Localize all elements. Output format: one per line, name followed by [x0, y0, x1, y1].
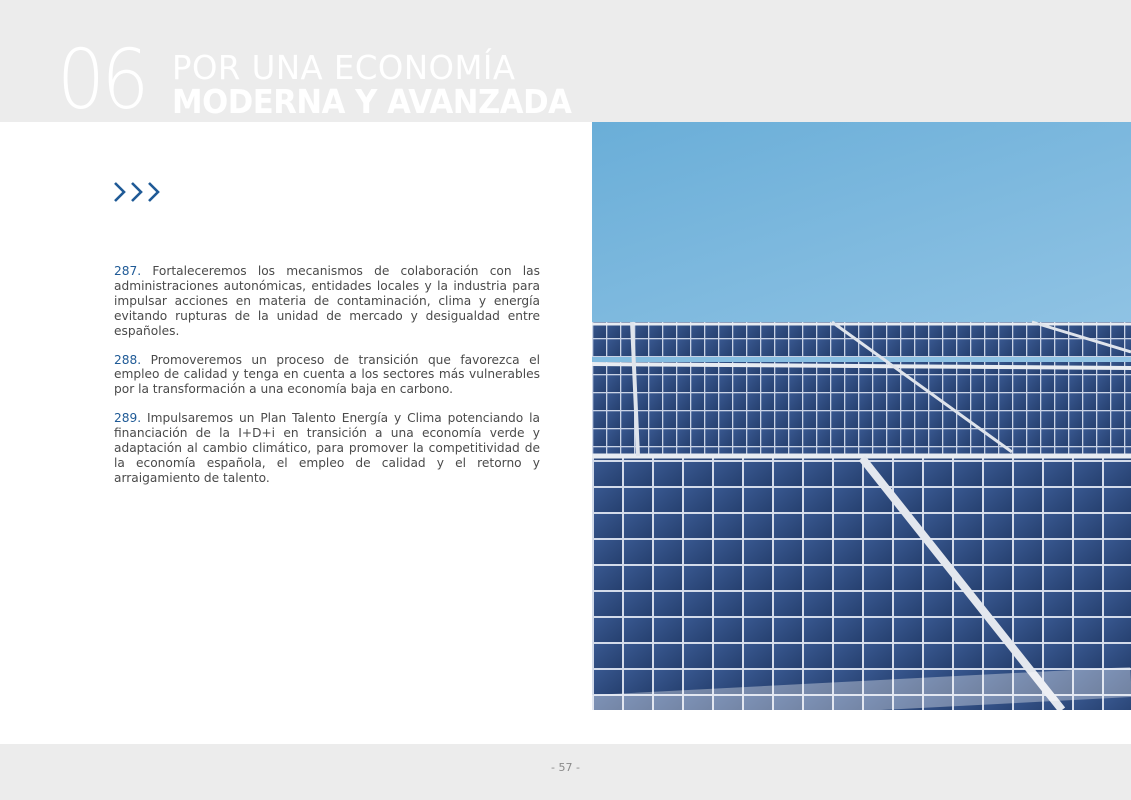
paragraph-288 — [114, 353, 540, 398]
chapter-number: 06 — [57, 33, 146, 128]
chapter-title-line1: POR UNA ECONOMÍA — [172, 48, 516, 87]
paragraph-text: Impulsaremos un Plan Talento Energía y Clima potenciando la financiación de la I+D+i en transición a una economía verde y adaptación al cambio climático, para promover la competitividad de la economía española, el empleo de calidad y el retorno y arraigamiento de talento. — [114, 411, 540, 485]
solar-panels-photo — [592, 122, 1131, 710]
paragraph-287 — [114, 264, 540, 339]
paragraph-text: Fortaleceremos los mecanismos de colaboración con las administraciones autonómicas, entidades locales y la industria para impulsar acciones en materia de contaminación, clima y energía evitando rupturas de la unidad de mercado y desigualdad entre españoles. — [114, 264, 540, 338]
paragraph-number: 289. — [114, 411, 142, 426]
chapter-title-line2: MODERNA Y AVANZADA — [172, 82, 572, 121]
paragraph-text: Promoveremos un proceso de transición que favorezca el empleo de calidad y tenga en cuenta a los sectores más vulnerables por la transformación a una economía baja en carbono. — [114, 352, 540, 397]
page-number: - 57 - — [551, 761, 580, 774]
triple-chevron-right-icon — [112, 180, 166, 204]
paragraph-number: 287. — [114, 264, 142, 278]
body-text — [114, 264, 540, 500]
paragraph-number: 288. — [114, 352, 142, 367]
paragraph-289 — [114, 411, 540, 486]
